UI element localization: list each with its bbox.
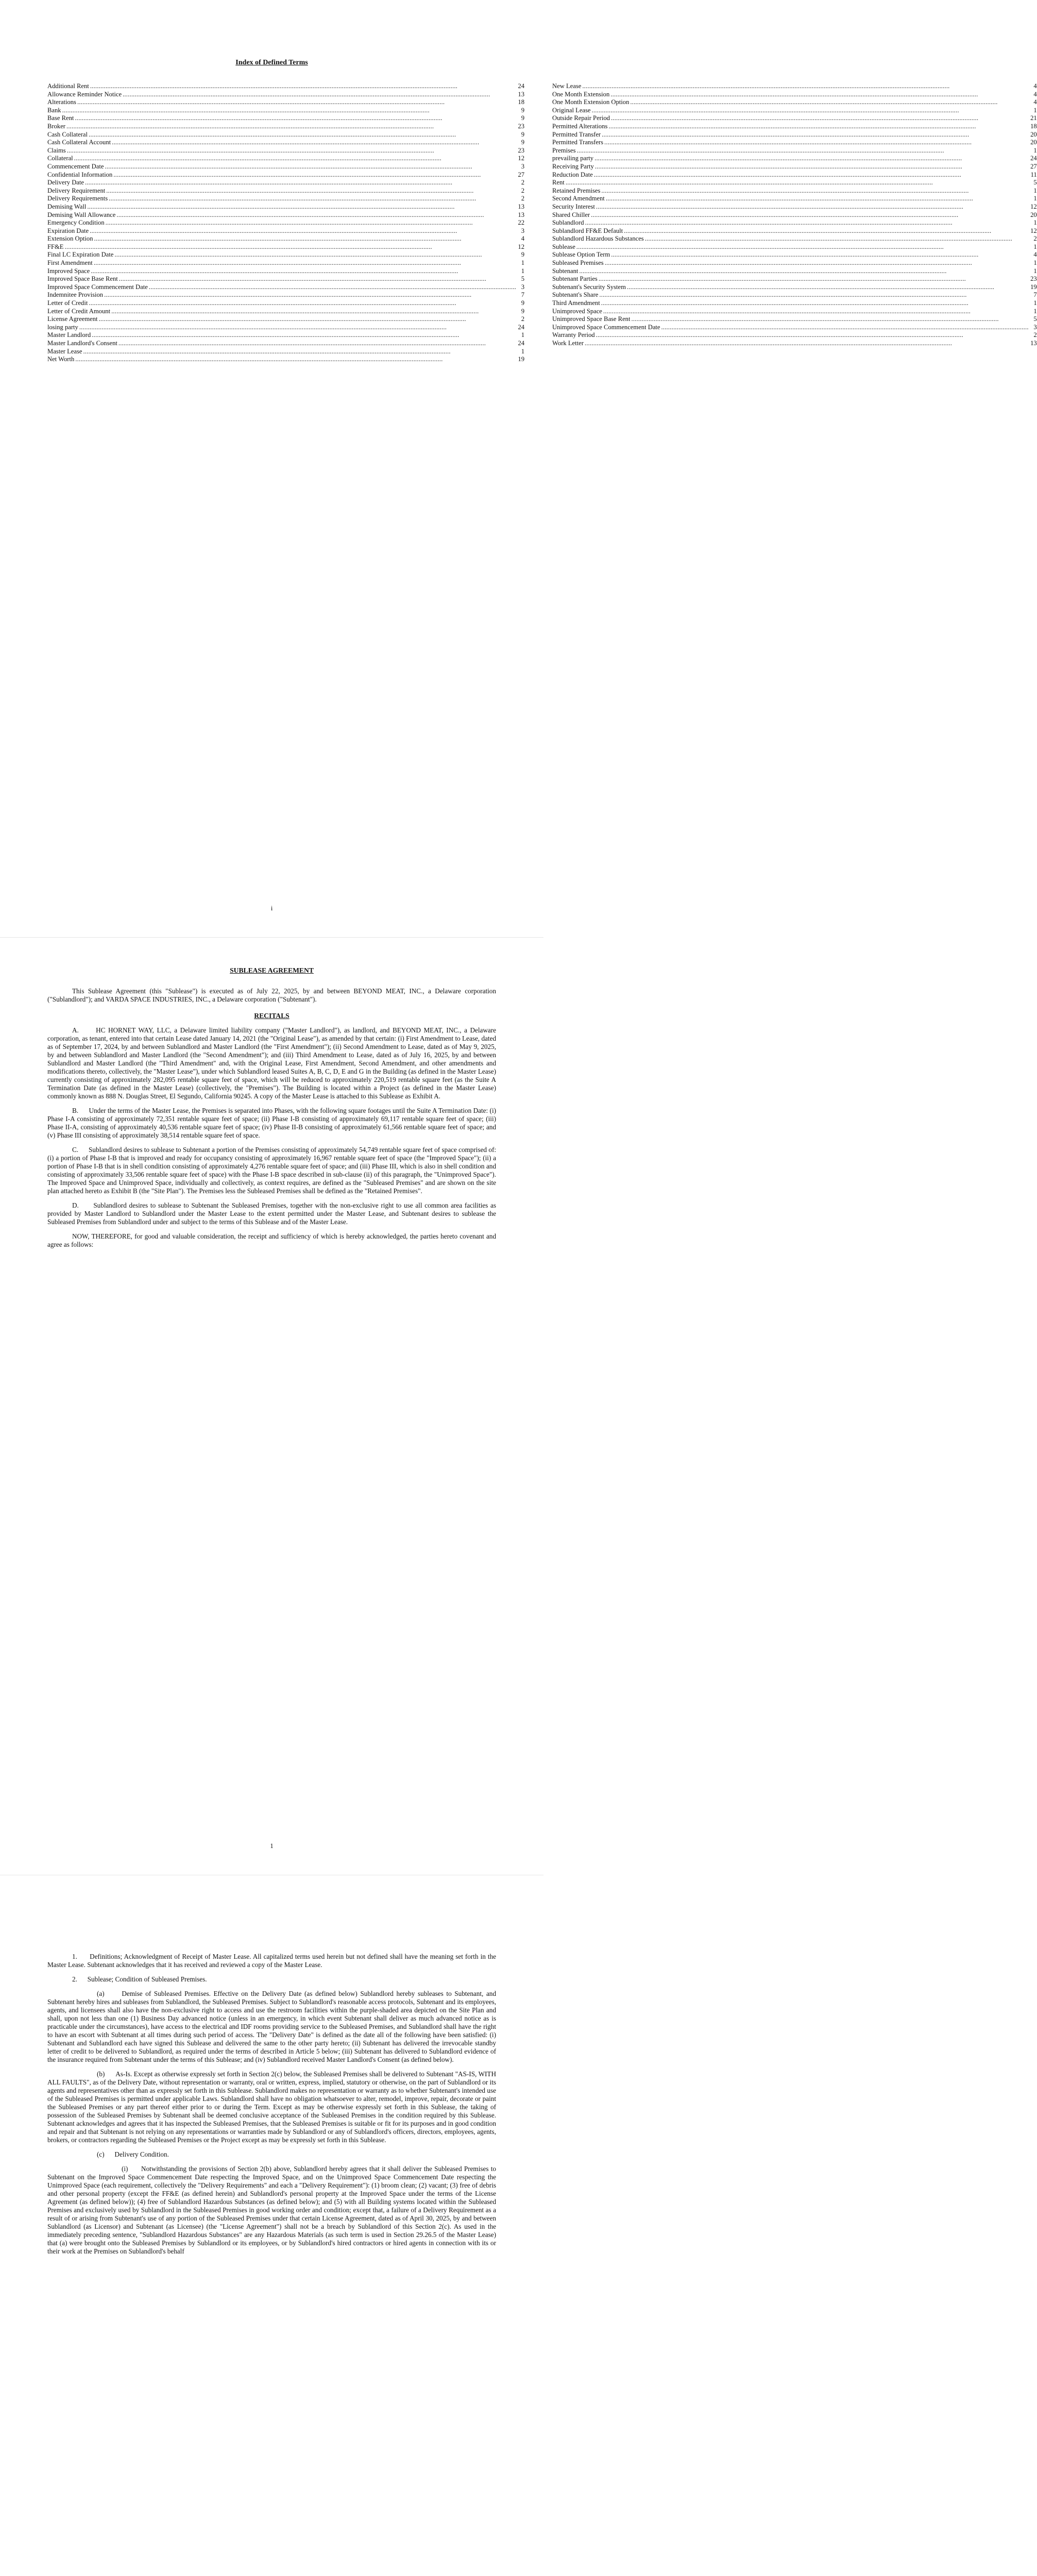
index-leader-dots — [111, 308, 516, 316]
index-leader-dots — [75, 355, 516, 364]
index-leader-dots — [596, 203, 1029, 211]
index-entry — [47, 107, 524, 115]
index-entry — [552, 324, 1037, 332]
index-leader-dots — [604, 139, 1029, 147]
recital-c: C. Sublandlord desires to sublease to Subtenant a portion of the Premises consisting of approximately 54,749 rentable square feet of space comprised of: (i) a portion of Phase I-B that is improved and ready for occupancy consisting of approximately 16,967 rentable square feet of space (the "Improved Space"); (ii) a portion of Phase I-B that is in shell condition consisting of approximately 4,276 rentable square feet of space; and (iii) Phase III, which is also in shell condition and consisting of approximately 33,506 rentable square feet of space) with the Phase I-B space described in sub-clause (ii) of this paragraph, the "Unimproved Space"). The Improved Space and Unimproved Space, individually and collectively, as context requires, are defined as the "Subleased Premises" and are shown on the site plan attached hereto as Exhibit B (the "Site Plan"). The Premises less the Subleased Premises shall be defined as the "Retained Premises". — [47, 1146, 496, 1195]
index-term: Master Landlord's Consent — [47, 340, 117, 347]
index-entry — [47, 251, 524, 259]
index-page-number: 13 — [518, 202, 525, 210]
index-leader-dots — [89, 131, 516, 139]
index-term: Improved Space Commencement Date — [47, 283, 148, 291]
recital-b: B. Under the terms of the Master Lease, the Premises is separated into Phases, with the following square footages until the Suite A Termination Date: (i) Phase I-A consisting of approximately 72,351 rentable square feet of space; (ii) Phase I-B consisting of approximately 69,117 rentable square feet of space; (iii) Phase II-A, consisting of approximately 40,536 rentable square feet of space; (iv) Phase II-B consisting of approximately 61,566 rentable square feet of space; and (v) Phase III consisting of approximately 38,514 rentable square feet of space. — [47, 1107, 496, 1139]
index-entry — [47, 123, 524, 131]
index-term: Extension Option — [47, 235, 93, 243]
index-entry — [552, 82, 1037, 91]
index-entry — [552, 123, 1037, 131]
index-entry — [47, 235, 524, 243]
page-3 — [0, 2524, 543, 2576]
index-entry — [552, 291, 1037, 299]
index-entry — [552, 139, 1037, 147]
index-leader-dots — [77, 98, 516, 107]
index-page-number: 4 — [1033, 98, 1037, 106]
index-entry — [47, 203, 524, 211]
index-page-number: 1 — [1033, 307, 1037, 315]
index-term: Subtenant Parties — [552, 275, 598, 283]
index-page-number: 1 — [1033, 106, 1037, 114]
index-term: Emergency Condition — [47, 219, 105, 227]
index-page-number: 5 — [521, 275, 525, 283]
index-leader-dots — [65, 243, 517, 251]
index-leader-dots — [91, 267, 516, 276]
index-entry — [552, 91, 1037, 99]
index-entry — [47, 267, 524, 276]
index-entry — [552, 251, 1037, 259]
index-leader-dots — [116, 211, 516, 219]
index-entry — [552, 267, 1037, 276]
index-term: Premises — [552, 146, 576, 154]
index-term: Alterations — [47, 98, 76, 106]
index-page-number: 13 — [1030, 340, 1037, 347]
index-leader-dots — [90, 82, 516, 91]
index-leader-dots — [92, 331, 516, 340]
index-term: One Month Extension Option — [552, 98, 630, 106]
index-entry — [47, 171, 524, 179]
index-leader-dots — [67, 147, 516, 155]
index-term: Confidential Information — [47, 171, 113, 178]
index-term: Outside Repair Period — [552, 114, 610, 122]
document-title: SUBLEASE AGREEMENT — [230, 967, 314, 974]
index-term: Demising Wall — [47, 202, 87, 210]
index-entry — [47, 155, 524, 163]
index-term: Claims — [47, 146, 66, 154]
index-term: Base Rent — [47, 114, 74, 122]
index-leader-dots — [87, 203, 516, 211]
index-term: prevailing party — [552, 155, 594, 162]
index-term: Permitted Transfers — [552, 139, 604, 146]
index-entry — [552, 171, 1037, 179]
index-page-number: 1 — [521, 331, 525, 339]
index-entry — [552, 275, 1037, 283]
index-right-column — [552, 82, 1037, 364]
index-term: Sublease Option Term — [552, 251, 610, 259]
index-page-number: 3 — [521, 162, 525, 170]
index-page-number: 12 — [518, 243, 525, 250]
index-leader-dots — [582, 82, 1028, 91]
index-entry — [47, 131, 524, 139]
section-1: 1. Definitions; Acknowledgment of Receipt of Master Lease. All capitalized terms used herein but not defined shall have the meaning set forth in the Master Lease. Subtenant acknowledges that it has received and reviewed a copy of the Master Lease. — [47, 1953, 496, 1969]
index-leader-dots — [592, 107, 1029, 115]
index-page-number: 18 — [518, 98, 525, 106]
index-entry — [552, 114, 1037, 123]
index-leader-dots — [83, 348, 516, 356]
index-entry — [47, 324, 524, 332]
index-page-number: 4 — [1033, 90, 1037, 98]
index-entry — [552, 155, 1037, 163]
index-entry — [47, 243, 524, 251]
index-leader-dots — [66, 123, 516, 131]
index-page-number: 11 — [1030, 171, 1037, 178]
index-entry — [552, 187, 1037, 195]
index-leader-dots — [118, 340, 516, 348]
index-term: Warranty Period — [552, 331, 595, 339]
index-entry — [552, 259, 1037, 267]
index-leader-dots — [112, 139, 516, 147]
index-page-number: 9 — [521, 139, 525, 146]
index-term: Sublandlord FF&E Default — [552, 227, 623, 234]
section-2b: (b) As-Is. Except as otherwise expressly set forth in Section 2(c) below, the Subleased Premises shall be delivered to Subtenant "AS-IS, WITH ALL FAULTS", as of the Delivery Date, without representation or warranty, oral or written, express, implied, statutory or otherwise, on the part of Sublandlord or its agents and representatives other than as expressly set forth in this Sublease. Sublandlord makes no representation or warranty as to whether Subtenant's intended use of the Subleased Premises is permitted under applicable Laws. Sublandlord shall have no obligation whatsoever to alter, remodel, improve, repair, decorate or paint the Subleased Premises or any part thereof either prior to or during the Term. Except as may be otherwise expressly set forth in this Sublease, the taking of possession of the Subleased Premises by Subtenant shall be deemed conclusive acceptance of the Subleased Premises in the condition required by this Sublease. Subtenant acknowledges and agrees that it has inspected the Subleased Premises, that the Subleased Premises is suitable or fit for its purposes and in good condition and repair and that Subtenant is not relying on any representations or warranties made by Sublandlord or any of Sublandlord's officers, directors, employees, agents, brokers, or contractors regarding the Subleased Premises or the Project except as may be expressly set forth in this Sublease. — [47, 2070, 496, 2144]
index-page-number: 19 — [518, 355, 525, 363]
index-entry — [47, 308, 524, 316]
index-leader-dots — [113, 171, 516, 179]
index-page-number: 24 — [518, 323, 525, 331]
index-leader-dots — [608, 123, 1028, 131]
index-leader-dots — [645, 235, 1029, 243]
index-term: First Amendment — [47, 259, 93, 267]
index-leader-dots — [579, 267, 1028, 276]
index-leader-dots — [624, 227, 1029, 235]
index-entry — [47, 315, 524, 324]
index-content — [47, 36, 1037, 364]
index-page-number: 1 — [1033, 146, 1037, 154]
index-page-number: 18 — [1030, 122, 1037, 130]
index-page-number: 23 — [1030, 275, 1037, 283]
index-leader-dots — [566, 179, 1029, 187]
index-leader-dots — [605, 259, 1029, 267]
page-1 — [0, 938, 543, 1875]
index-term: Permitted Alterations — [552, 122, 608, 130]
index-page-number: 23 — [518, 146, 525, 154]
index-leader-dots — [606, 195, 1029, 203]
index-page-number: 12 — [518, 155, 525, 162]
index-term: Delivery Date — [47, 179, 84, 187]
index-term: Unimproved Space Base Rent — [552, 315, 631, 323]
index-page-number: 2 — [521, 315, 525, 323]
index-page-number: 7 — [1033, 291, 1037, 299]
index-entry — [552, 331, 1037, 340]
index-leader-dots — [611, 251, 1028, 259]
index-page-number: 12 — [1030, 202, 1037, 210]
index-page-number: 1 — [521, 347, 525, 355]
index-term: Subtenant's Security System — [552, 283, 626, 291]
index-leader-dots — [99, 315, 516, 324]
index-entry — [47, 348, 524, 356]
index-page-number: 9 — [521, 299, 525, 307]
index-page-number: 13 — [518, 90, 525, 98]
index-leader-dots — [601, 299, 1029, 308]
index-term: Bank — [47, 106, 61, 114]
index-term: Sublandlord — [552, 219, 584, 227]
index-page-number: 24 — [518, 82, 525, 90]
index-page-number: 1 — [1033, 187, 1037, 194]
index-leader-dots — [106, 219, 516, 227]
index-leader-dots — [119, 275, 516, 283]
index-term: Final LC Expiration Date — [47, 251, 114, 259]
index-term: Net Worth — [47, 355, 75, 363]
index-term: Unimproved Space Commencement Date — [552, 323, 660, 331]
index-entry — [47, 114, 524, 123]
section-2a: (a) Demise of Subleased Premises. Effective on the Delivery Date (as defined below) Sublandlord hereby subleases to Subtenant, and Subtenant hereby hires and subleases from Sublandlord, the Subleased Premises. Subject to Sublandlord's reasonable access protocols, Subtenant and its employees, agents, and licensees shall also have the non-exclusive right to access and use the restroom facilities within the purple-shaded area depicted on the Site Plan and shall, upon not less than one (1) Business Day advanced notice (unless in an emergency, in which event Subtenant shall deliver as much advanced notice as is practicable under the circumstances), have access to the electrical and IDF rooms providing service to the Subleased Premises, and Sublandlord shall have the right to have an escort with Subtenant at all times during such period of access. The "Delivery Date" is defined as the date all of the following have been satisfied: (i) Subtenant and Sublandlord each have signed this Sublease and delivered the same to the other party hereto; (ii) Subtenant has delivered the irrevocable standby letter of credit to be delivered to Sublandlord, as required under the terms of described in Article 5 below; (iii) Subtenant has delivered to Sublandlord evidence of the insurance required from Subtenant under the terms of this Sublease; and (iv) Sublandlord received Master Landlord's Consent (as defined below). — [47, 1990, 496, 2063]
index-entry — [47, 195, 524, 203]
index-entry — [552, 211, 1037, 219]
index-leader-dots — [576, 243, 1029, 251]
index-term: Retained Premises — [552, 187, 601, 194]
index-term: Delivery Requirements — [47, 195, 108, 202]
index-leader-dots — [85, 179, 516, 187]
index-term: Cash Collateral — [47, 130, 88, 138]
index-page-number: 4 — [1033, 82, 1037, 90]
index-leader-dots — [123, 91, 516, 99]
index-page-number: 3 — [521, 283, 525, 291]
index-entry — [552, 299, 1037, 308]
index-entry — [552, 308, 1037, 316]
index-leader-dots — [599, 291, 1028, 299]
index-term: Subtenant's Share — [552, 291, 599, 299]
index-term: Broker — [47, 122, 65, 130]
index-term: Rent — [552, 179, 565, 187]
index-entry — [552, 98, 1037, 107]
index-page-number: 5 — [1033, 179, 1037, 187]
index-page-number: 2 — [521, 195, 525, 202]
index-entry — [552, 235, 1037, 243]
index-page-number: 2 — [521, 179, 525, 187]
index-term: Receiving Party — [552, 162, 594, 170]
now-therefore-paragraph: NOW, THEREFORE, for good and valuable consideration, the receipt and sufficiency of which is hereby acknowledged, the parties hereto covenant and agree as follows: — [47, 1232, 496, 1248]
index-term: Security Interest — [552, 202, 595, 210]
index-leader-dots — [90, 227, 516, 235]
index-page-number: 22 — [518, 219, 525, 227]
page-number: i — [270, 904, 273, 912]
index-term: Shared Chiller — [552, 211, 590, 218]
index-page-number: 9 — [521, 307, 525, 315]
index-leader-dots — [114, 251, 516, 259]
intro-paragraph: This Sublease Agreement (this "Sublease") is executed as of July 22, 2025, by and between BEYOND MEAT, INC., a Delaware corporation ("Sublandlord"); and VARDA SPACE INDUSTRIES, INC., a Delaware corporation ("Subtenant"). — [47, 987, 496, 1003]
index-page-number: 1 — [1033, 299, 1037, 307]
index-term: Improved Space Base Rent — [47, 275, 118, 283]
index-page-number: 1 — [1033, 195, 1037, 202]
index-page-number: 9 — [521, 106, 525, 114]
index-page-number: 20 — [1030, 130, 1037, 138]
index-page-number: 1 — [1033, 243, 1037, 250]
index-leader-dots — [79, 324, 516, 332]
index-page-number: 3 — [521, 227, 525, 234]
index-term: Collateral — [47, 155, 73, 162]
index-page-number: 1 — [521, 259, 525, 267]
index-term: Permitted Transfer — [552, 130, 601, 138]
index-entry — [47, 219, 524, 227]
index-entry — [552, 283, 1037, 292]
index-leader-dots — [94, 259, 516, 267]
index-leader-dots — [602, 131, 1029, 139]
index-entry — [47, 163, 524, 171]
index-leader-dots — [591, 211, 1029, 219]
index-entry — [552, 340, 1037, 348]
index-leader-dots — [62, 107, 516, 115]
index-leader-dots — [74, 155, 516, 163]
index-leader-dots — [104, 291, 516, 299]
index-page-number: 12 — [1030, 227, 1037, 234]
index-entry — [552, 219, 1037, 227]
index-entry — [552, 203, 1037, 211]
index-entry — [47, 283, 524, 292]
index-term: License Agreement — [47, 315, 98, 323]
index-entry — [47, 82, 524, 91]
index-leader-dots — [596, 331, 1029, 340]
index-entry — [552, 107, 1037, 115]
index-leader-dots — [149, 283, 516, 292]
index-entry — [552, 163, 1037, 171]
index-leader-dots — [89, 299, 516, 308]
index-term: Subleased Premises — [552, 259, 604, 267]
index-entry — [47, 299, 524, 308]
index-page-number: 1 — [521, 267, 525, 275]
index-entry — [47, 291, 524, 299]
index-entry — [47, 355, 524, 364]
index-page-number: 2 — [1033, 331, 1037, 339]
index-term: Additional Rent — [47, 82, 89, 90]
index-entry — [552, 179, 1037, 187]
section-2c: (c) Delivery Condition. — [97, 2150, 169, 2158]
index-page-number: 2 — [521, 187, 525, 194]
index-page-number: 20 — [1030, 211, 1037, 218]
index-term: Subtenant — [552, 267, 579, 275]
index-page-number: 13 — [518, 211, 525, 218]
index-term: Work Letter — [552, 340, 584, 347]
index-page-number: 23 — [518, 122, 525, 130]
index-page-number: 2 — [1033, 235, 1037, 243]
index-entry — [47, 227, 524, 235]
index-leader-dots — [661, 324, 1029, 332]
index-leader-dots — [105, 163, 516, 171]
index-leader-dots — [577, 147, 1029, 155]
index-term: Sublandlord Hazardous Substances — [552, 235, 644, 243]
index-page-number: 4 — [1033, 251, 1037, 259]
index-term: Expiration Date — [47, 227, 89, 234]
index-term: New Lease — [552, 82, 582, 90]
index-page-number: 27 — [518, 171, 525, 178]
index-page-number: 24 — [1030, 155, 1037, 162]
index-leader-dots — [594, 171, 1029, 179]
index-entry — [552, 243, 1037, 251]
index-left-column — [47, 82, 524, 364]
index-leader-dots — [75, 114, 516, 123]
index-entry — [552, 147, 1037, 155]
page-1-content — [47, 967, 496, 1255]
section-2: 2. Sublease; Condition of Subleased Premises. — [72, 1975, 207, 1983]
index-leader-dots — [599, 275, 1029, 283]
index-leader-dots — [109, 195, 516, 203]
index-leader-dots — [585, 340, 1029, 348]
page-2-content — [47, 1953, 496, 2262]
index-leader-dots — [601, 187, 1028, 195]
index-term: FF&E — [47, 243, 64, 250]
index-term: Delivery Requirement — [47, 187, 106, 194]
index-page-number: 9 — [521, 114, 525, 122]
index-leader-dots — [627, 283, 1029, 292]
index-leader-dots — [94, 235, 517, 243]
index-term: Original Lease — [552, 106, 591, 114]
index-page-number: 7 — [521, 291, 525, 299]
index-page-number: 4 — [521, 235, 525, 243]
index-leader-dots — [611, 114, 1029, 123]
section-2c-i: (i) Notwithstanding the provisions of Section 2(b) above, Sublandlord hereby agrees that it shall deliver the Subleased Premises to Subtenant on the Improved Space Commencement Date respecting the Improved Space, and on the Unimproved Space Commencement Date respecting the Unimproved Space (each requirement, collectively the "Delivery Requirements" and each a "Delivery Requirement"): (1) broom clean; (2) vacant; (3) free of debris and other personal property (except the FF&E (as defined herein) and Sublandlord's personal property at the Improved Space under the terms of the License Agreement (as defined below)); (4) free of Sublandlord Hazardous Substances (as defined below); and (5) with all Building systems located within the Subleased Premises and exclusively used by Sublandlord in the Subleased Premises in good working order and condition; except that, a failure of a Delivery Requirement as a result of or arising from Subtenant's use of any portion of the Subleased Premises under that certain License Agreement, dated as of April 30, 2025, by and between Sublandlord (as Licensor) and Subtenant (as Licensee) (the "License Agreement") shall not be a breach by Sublandlord of this Section 2(c). As used in the immediately preceding sentence, "Sublandlord Hazardous Substances" are any Hazardous Materials (as such term is used in Section 29.26.5 of the Master Lease) that (a) were brought onto the Subleased Premises by Sublandlord or its employees, or by Sublandlord's hired contractors or hired agents in connection with its or their work at the Premises on Sublandlord's behalf — [47, 2165, 496, 2255]
index-term: Commencement Date — [47, 162, 104, 170]
index-term: Allowance Reminder Notice — [47, 90, 122, 98]
index-page-number: 20 — [1030, 139, 1037, 146]
index-grid — [47, 82, 1037, 364]
index-leader-dots — [610, 91, 1028, 99]
index-page-number: 9 — [521, 251, 525, 259]
index-entry — [47, 340, 524, 348]
index-page-number: 5 — [1033, 315, 1037, 323]
page-number: 1 — [270, 1842, 274, 1850]
index-entry — [47, 91, 524, 99]
index-page-number: 1 — [1033, 259, 1037, 267]
index-leader-dots — [595, 163, 1029, 171]
index-term: Master Lease — [47, 347, 82, 355]
index-term: Indemnitee Provision — [47, 291, 104, 299]
recitals-heading: RECITALS — [254, 1012, 290, 1020]
index-leader-dots — [631, 315, 1028, 324]
index-leader-dots — [594, 155, 1029, 163]
page-index — [0, 0, 1037, 938]
index-page-number: 21 — [1030, 114, 1037, 122]
index-entry — [47, 98, 524, 107]
index-page-number: 9 — [521, 130, 525, 138]
index-entry — [47, 275, 524, 283]
index-term: Second Amendment — [552, 195, 605, 202]
index-entry — [47, 179, 524, 187]
index-term: Letter of Credit — [47, 299, 88, 307]
index-term: Reduction Date — [552, 171, 593, 178]
index-term: Unimproved Space — [552, 307, 602, 315]
index-page-number: 1 — [1033, 219, 1037, 227]
index-entry — [47, 259, 524, 267]
index-term: Demising Wall Allowance — [47, 211, 116, 218]
index-term: Master Landlord — [47, 331, 91, 339]
index-term: Cash Collateral Account — [47, 139, 111, 146]
index-term: losing party — [47, 323, 78, 331]
index-term: Sublease — [552, 243, 575, 250]
index-entry — [47, 139, 524, 147]
index-entry — [552, 195, 1037, 203]
index-entry — [47, 331, 524, 340]
index-leader-dots — [630, 98, 1028, 107]
recital-d: D. Sublandlord desires to sublease to Subtenant the Subleased Premises, together with the non-exclusive right to use all common area facilities as provided by Master Landlord to Sublandlord under the Master Lease to the extent permitted under the Master Lease, and Subtenant desires to sublease the Subleased Premises from Sublandlord under and subject to the terms of this Sublease and of the Master Lease. — [47, 1201, 496, 1226]
index-page-number: 3 — [1033, 323, 1037, 331]
index-entry — [47, 211, 524, 219]
index-title: Index of Defined Terms — [235, 59, 308, 66]
index-term: Letter of Credit Amount — [47, 307, 111, 315]
index-term: One Month Extension — [552, 90, 610, 98]
index-leader-dots — [106, 187, 516, 195]
index-term: Third Amendment — [552, 299, 600, 307]
index-page-number: 19 — [1030, 283, 1037, 291]
index-entry — [552, 227, 1037, 235]
index-entry — [47, 147, 524, 155]
index-term: Improved Space — [47, 267, 90, 275]
index-page-number: 27 — [1030, 162, 1037, 170]
page-2 — [0, 1875, 543, 2576]
index-page-number: 24 — [518, 340, 525, 347]
recital-a: A. HC HORNET WAY, LLC, a Delaware limited liability company ("Master Landlord"), as landlord, and BEYOND MEAT, INC., a Delaware corporation, as tenant, entered into that certain Lease dated January 14, 2021 (the "Original Lease"), as amended by that certain: (i) First Amendment to Lease, dated as of September 17, 2024, by and between Sublandlord and Master Landlord (the "First Amendment"); (ii) Second Amendment to Lease, dated as of May 9, 2025, by and between Sublandlord and Master Landlord (the "Second Amendment"); and (iii) Third Amendment to Lease, dated as of July 16, 2025, by and between Sublandlord and Master Landlord (the "Third Amendment" and, with the Original Lease, First Amendment, Second Amendment, and other amendments and modifications thereto, collectively, the "Master Lease"), under which Sublandlord leased Suites A, B, C, D, E and G in the Building (as defined in the Master Lease) currently consisting of approximately 282,095 rentable square feet of space, which will be reduced to approximately 220,519 rentable square feet (as the Suite A Termination Date (as defined in the Master Lease) (collectively, the "Premises"). The Building is located within a Project (as defined in the Master Lease) commonly known as 888 N. Douglas Street, El Segundo, California 90245. A copy of the Master Lease is attached to this Sublease as Exhibit A. — [47, 1026, 496, 1100]
index-entry — [552, 315, 1037, 324]
index-page-number: 1 — [1033, 267, 1037, 275]
index-leader-dots — [603, 308, 1029, 316]
index-entry — [552, 131, 1037, 139]
index-leader-dots — [585, 219, 1029, 227]
index-entry — [47, 187, 524, 195]
